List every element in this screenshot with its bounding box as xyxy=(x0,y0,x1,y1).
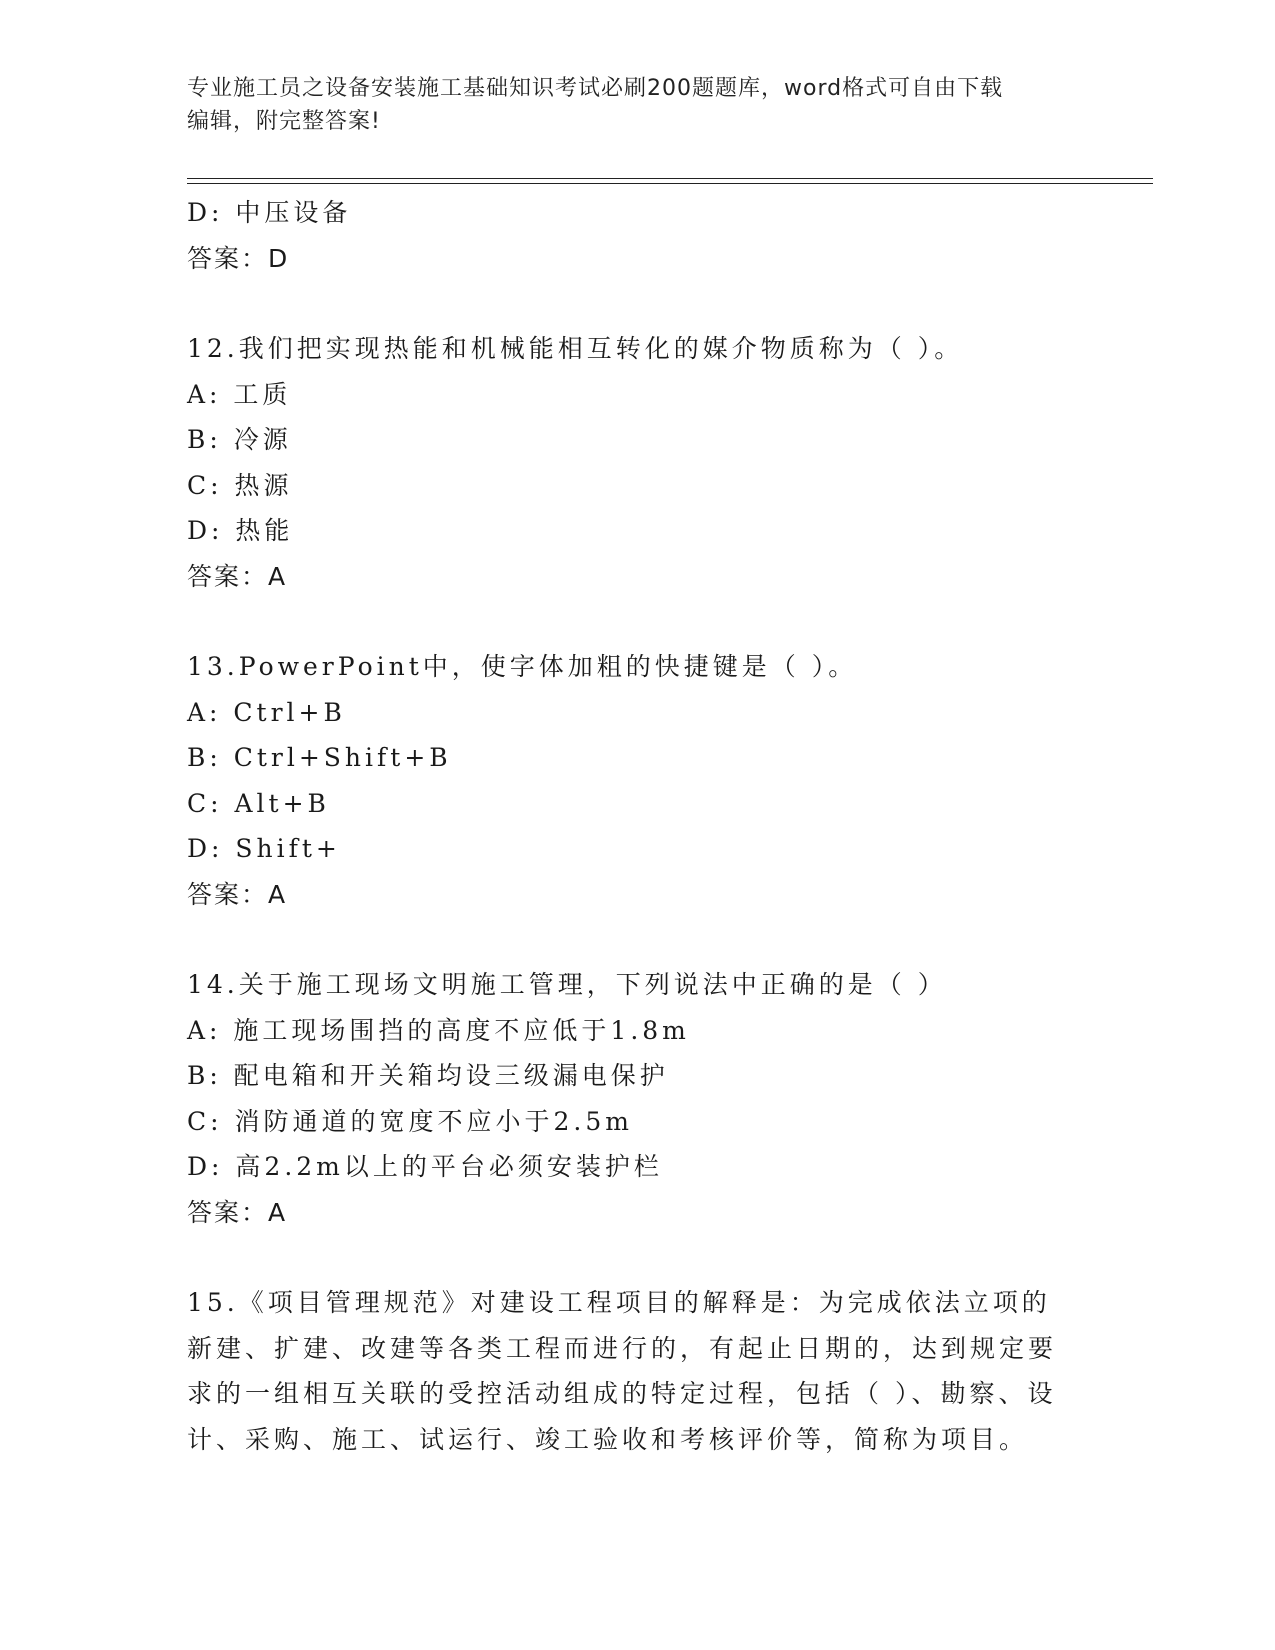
question-12-stem: 12.我们把实现热能和机械能相互转化的媒介物质称为（ ）。 xyxy=(187,334,964,363)
question-14-stem: 14.关于施工现场文明施工管理，下列说法中正确的是（ ） xyxy=(187,970,947,999)
question-14-option-d: D: 高2.2m以上的平台必须安装护栏 xyxy=(187,1152,663,1181)
spacer xyxy=(187,1235,1087,1280)
answer: 答案：D xyxy=(187,243,290,273)
question-list xyxy=(187,190,1087,1462)
question-13-option-b: B: Ctrl+Shift+B xyxy=(187,743,452,772)
spacer xyxy=(187,917,1087,962)
header-divider-bottom xyxy=(187,183,1153,184)
question-13-option-a: A: Ctrl+B xyxy=(187,697,346,727)
option-d: D: 中压设备 xyxy=(187,198,352,227)
spacer xyxy=(187,281,1087,326)
question-12-option-c: C: 热源 xyxy=(187,470,293,500)
header-divider-top xyxy=(187,178,1153,179)
header-line-1: 专业施工员之设备安装施工基础知识考试必刷200题题库，word格式可自由下载 xyxy=(187,76,1004,101)
question-14-option-c: C: 消防通道的宽度不应小于2.5m xyxy=(187,1106,633,1136)
question-13-answer: 答案：A xyxy=(187,879,288,909)
question-13-option-c: C: Alt+B xyxy=(187,788,330,818)
question-14-answer: 答案：A xyxy=(187,1197,288,1227)
question-12-option-d: D: 热能 xyxy=(187,516,294,545)
question-12-option-a: A: 工质 xyxy=(187,379,292,409)
question-12-option-b: B: 冷源 xyxy=(187,425,292,454)
question-14-option-b: B: 配电箱和开关箱均设三级漏电保护 xyxy=(187,1061,669,1090)
question-13-option-d: D: Shift+ xyxy=(187,834,341,863)
document-header xyxy=(187,72,1067,138)
question-12-answer: 答案：A xyxy=(187,561,288,591)
spacer xyxy=(187,599,1087,644)
question-13-stem: 13.PowerPoint中，使字体加粗的快捷键是（ ）。 xyxy=(187,652,858,681)
question-14-option-a: A: 施工现场围挡的高度不应低于1.8m xyxy=(187,1015,690,1045)
question-15-stem: 15.《项目管理规范》对建设工程项目的解释是：为完成依法立项的新建、扩建、改建等各类工程而进行的，有起止日期的，达到规定要求的一组相互关联的受控活动组成的特定过程，包括（ ）、勘察、设计、采购、施工、试运行、竣工验收和考核评价等，简称为项目。 xyxy=(187,1288,1058,1454)
header-line-2: 编辑，附完整答案! xyxy=(187,109,381,134)
